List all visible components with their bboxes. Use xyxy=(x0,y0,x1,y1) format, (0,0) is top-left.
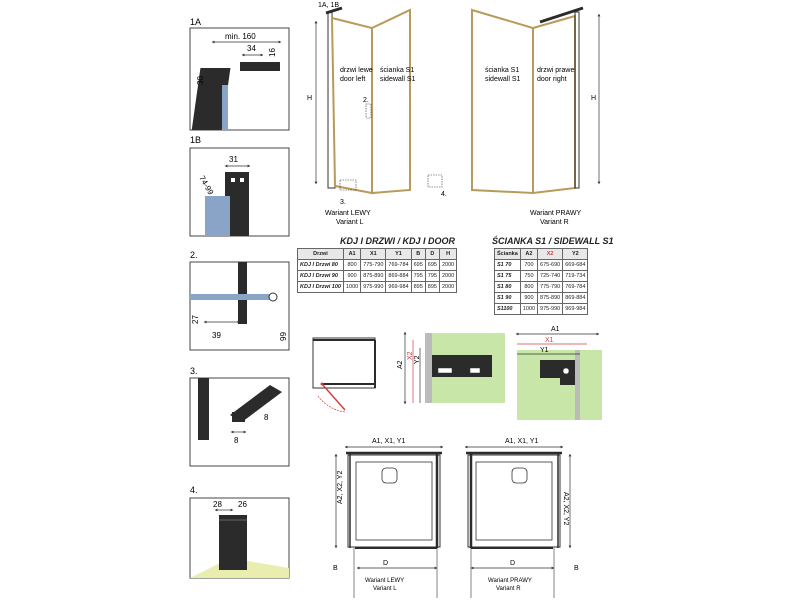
table-cell: 800 xyxy=(520,282,537,293)
table-cell: 900 xyxy=(343,271,360,282)
table-cell: 750 xyxy=(520,271,537,282)
table-cell: 895 xyxy=(425,282,439,293)
table-cell: 769-784 xyxy=(563,282,588,293)
table-cell: 675-690 xyxy=(538,260,563,271)
sidewall-table-title: ŚCIANKA S1 / SIDEWALL S1 xyxy=(492,236,614,246)
detail-4-label: 4. xyxy=(190,485,198,495)
dim-3-8b: 8 xyxy=(264,413,269,422)
sidewall-s1-right xyxy=(472,10,533,193)
marker-4: 4. xyxy=(441,191,447,198)
sw-th: X2 xyxy=(538,249,563,260)
table-row xyxy=(495,293,588,304)
detail-2-label: 2. xyxy=(190,250,198,260)
table-row xyxy=(298,260,457,271)
dim-1b-74-99: 74-99 xyxy=(197,174,216,197)
plan-right xyxy=(466,438,579,598)
dim-4-26: 26 xyxy=(238,500,247,509)
dim-2-27: 27 xyxy=(191,315,200,324)
sw-th: Ścianka xyxy=(495,249,521,260)
kdj-th: H xyxy=(439,249,456,260)
detail-3-post xyxy=(198,378,209,440)
table-cell: 969-984 xyxy=(386,282,411,293)
plan-left-drain-icon xyxy=(382,468,397,483)
table-row xyxy=(298,271,457,282)
dim-1a-16: 16 xyxy=(268,48,277,57)
sidewall-table xyxy=(494,248,588,315)
wall-detail-left-profile xyxy=(432,355,492,377)
detail-2-profile xyxy=(238,262,247,324)
detail-2 xyxy=(190,250,289,350)
table-cell: 725-740 xyxy=(538,271,563,282)
table-cell: KDJ I Drzwi 90 xyxy=(298,271,344,282)
detail-3-label: 3. xyxy=(190,366,198,376)
plan-left xyxy=(333,438,442,598)
table-cell: 795 xyxy=(411,271,425,282)
dim-1a-34: 34 xyxy=(247,44,256,53)
table-cell: S1100 xyxy=(495,304,521,315)
door-left-label-pl: drzwi lewe xyxy=(340,67,373,74)
kdj-table xyxy=(297,248,457,293)
door-swing-plan xyxy=(313,338,375,412)
table-row xyxy=(495,260,588,271)
wall-left-x2: X2 xyxy=(407,351,414,360)
variant-left-en: Variant L xyxy=(336,219,364,226)
variant-right-en: Variant R xyxy=(540,219,569,226)
kdj-table-header-row xyxy=(298,249,457,260)
elevation-left xyxy=(307,2,416,226)
table-row xyxy=(495,271,588,282)
table-cell: S1 75 xyxy=(495,271,521,282)
wall-right-x1: X1 xyxy=(545,337,554,344)
kdj-th: X1 xyxy=(361,249,386,260)
door-right-label-en: door right xyxy=(537,76,567,83)
table-cell: 975-990 xyxy=(538,304,563,315)
detail-4 xyxy=(190,485,289,578)
sw-th: Y2 xyxy=(563,249,588,260)
table-cell: 2000 xyxy=(439,271,456,282)
table-cell: S1 70 xyxy=(495,260,521,271)
height-label-left: H xyxy=(307,95,313,102)
detail-2-glass xyxy=(190,294,272,300)
plan-left-variant-pl: Wariant LEWY xyxy=(365,578,405,584)
table-cell: 2000 xyxy=(439,260,456,271)
sidewall-left-label-pl: ścianka S1 xyxy=(380,67,415,74)
dim-1a-30: 30 xyxy=(196,76,205,85)
sidewall-left-label-en: sidewall S1 xyxy=(380,76,416,83)
marker-2: 2. xyxy=(363,97,369,104)
detail-1b xyxy=(190,135,289,236)
table-cell: 875-890 xyxy=(361,271,386,282)
table-cell: 775-790 xyxy=(538,282,563,293)
plan-right-drain-icon xyxy=(512,468,527,483)
table-cell: KDJ I Drzwi 80 xyxy=(298,260,344,271)
marker-3: 3. xyxy=(340,199,346,206)
table-row xyxy=(495,282,588,293)
table-cell: KDJ I Drzwi 100 xyxy=(298,282,344,293)
dim-1a-min160: min. 160 xyxy=(225,32,256,41)
table-cell: 800 xyxy=(343,260,360,271)
door-right-panel xyxy=(533,16,575,193)
plan-right-side-dim: A2, X2, Y2 xyxy=(562,492,569,526)
table-row xyxy=(495,304,588,315)
plan-right-variant-pl: Wariant PRAWY xyxy=(488,578,532,584)
door-left-label-en: door left xyxy=(340,76,366,83)
table-cell: 900 xyxy=(520,293,537,304)
plan-right-d: D xyxy=(510,560,516,567)
wall-left-a2: A2 xyxy=(397,360,404,369)
wall-detail-right xyxy=(517,326,602,420)
dim-4-28: 28 xyxy=(213,500,222,509)
dim-1b-31: 31 xyxy=(229,155,238,164)
plan-left-b: B xyxy=(333,565,338,572)
variant-left-pl: Wariant LEWY xyxy=(325,210,371,217)
detail-1a xyxy=(190,17,289,130)
detail-1b-label: 1B xyxy=(190,135,202,145)
dim-2-39: 39 xyxy=(212,331,221,340)
table-cell: 969-984 xyxy=(563,304,588,315)
table-cell: 795 xyxy=(425,271,439,282)
marker-1a1b: 1A, 1B xyxy=(318,2,340,9)
table-cell: 975-990 xyxy=(361,282,386,293)
door-right-label-pl: drzwi prawe xyxy=(537,67,575,74)
sidewall-s1-left xyxy=(372,10,410,193)
kdj-th: Drzwi xyxy=(298,249,344,260)
table-cell: S1 80 xyxy=(495,282,521,293)
detail-3 xyxy=(190,366,289,466)
detail-4-profile xyxy=(219,515,247,570)
table-cell: 869-884 xyxy=(386,271,411,282)
table-row xyxy=(298,282,457,293)
table-cell: 769-784 xyxy=(386,260,411,271)
plan-left-top-dim: A1, X1, Y1 xyxy=(372,438,406,445)
kdj-table-title: KDJ I DRZWI / KDJ I DOOR xyxy=(340,236,456,246)
dim-3-8a: 8 xyxy=(234,436,239,445)
table-cell: 869-884 xyxy=(563,293,588,304)
plan-left-tray xyxy=(348,455,440,547)
sidewall-right-label-en: sidewall S1 xyxy=(485,76,521,83)
plan-left-variant-en: Variant L xyxy=(373,586,397,592)
plan-right-top-dim: A1, X1, Y1 xyxy=(505,438,539,445)
table-cell: 669-684 xyxy=(563,260,588,271)
sidewall-right-label-pl: ścianka S1 xyxy=(485,67,520,74)
plan-right-variant-en: Variant R xyxy=(496,586,521,592)
table-cell: 895 xyxy=(411,282,425,293)
detail-1a-bar xyxy=(240,62,280,71)
plan-left-side-dim: A2, X2, Y2 xyxy=(337,470,344,504)
sidewall-table-header-row xyxy=(495,249,588,260)
height-label-right: H xyxy=(591,95,597,102)
kdj-th: B xyxy=(411,249,425,260)
kdj-th: D xyxy=(425,249,439,260)
table-cell: 700 xyxy=(520,260,537,271)
table-cell: 719-734 xyxy=(563,271,588,282)
table-cell: S1 90 xyxy=(495,293,521,304)
detail-2-hinge-icon xyxy=(269,293,277,301)
table-cell: 2000 xyxy=(439,282,456,293)
table-cell: 1000 xyxy=(343,282,360,293)
plan-left-d: D xyxy=(383,560,389,567)
table-cell: 1000 xyxy=(520,304,537,315)
elevation-right xyxy=(428,8,599,226)
detail-1a-label: 1A xyxy=(190,17,202,27)
table-cell: 775-790 xyxy=(361,260,386,271)
sw-th: A2 xyxy=(520,249,537,260)
wall-right-y1: Y1 xyxy=(540,347,549,354)
table-cell: 875-890 xyxy=(538,293,563,304)
kdj-th: Y1 xyxy=(386,249,411,260)
kdj-th: A1 xyxy=(343,249,360,260)
table-cell: 695 xyxy=(425,260,439,271)
wall-left-y2: Y2 xyxy=(414,355,421,364)
wall-right-a1: A1 xyxy=(551,326,560,333)
plan-right-b: B xyxy=(574,565,579,572)
detail-1b-glass xyxy=(205,196,230,236)
wall-detail-left xyxy=(397,333,505,403)
table-cell: 695 xyxy=(411,260,425,271)
dim-2-66: 66 xyxy=(278,332,287,341)
variant-right-pl: Wariant PRAWY xyxy=(530,210,582,217)
detail-1a-glass xyxy=(222,85,228,130)
